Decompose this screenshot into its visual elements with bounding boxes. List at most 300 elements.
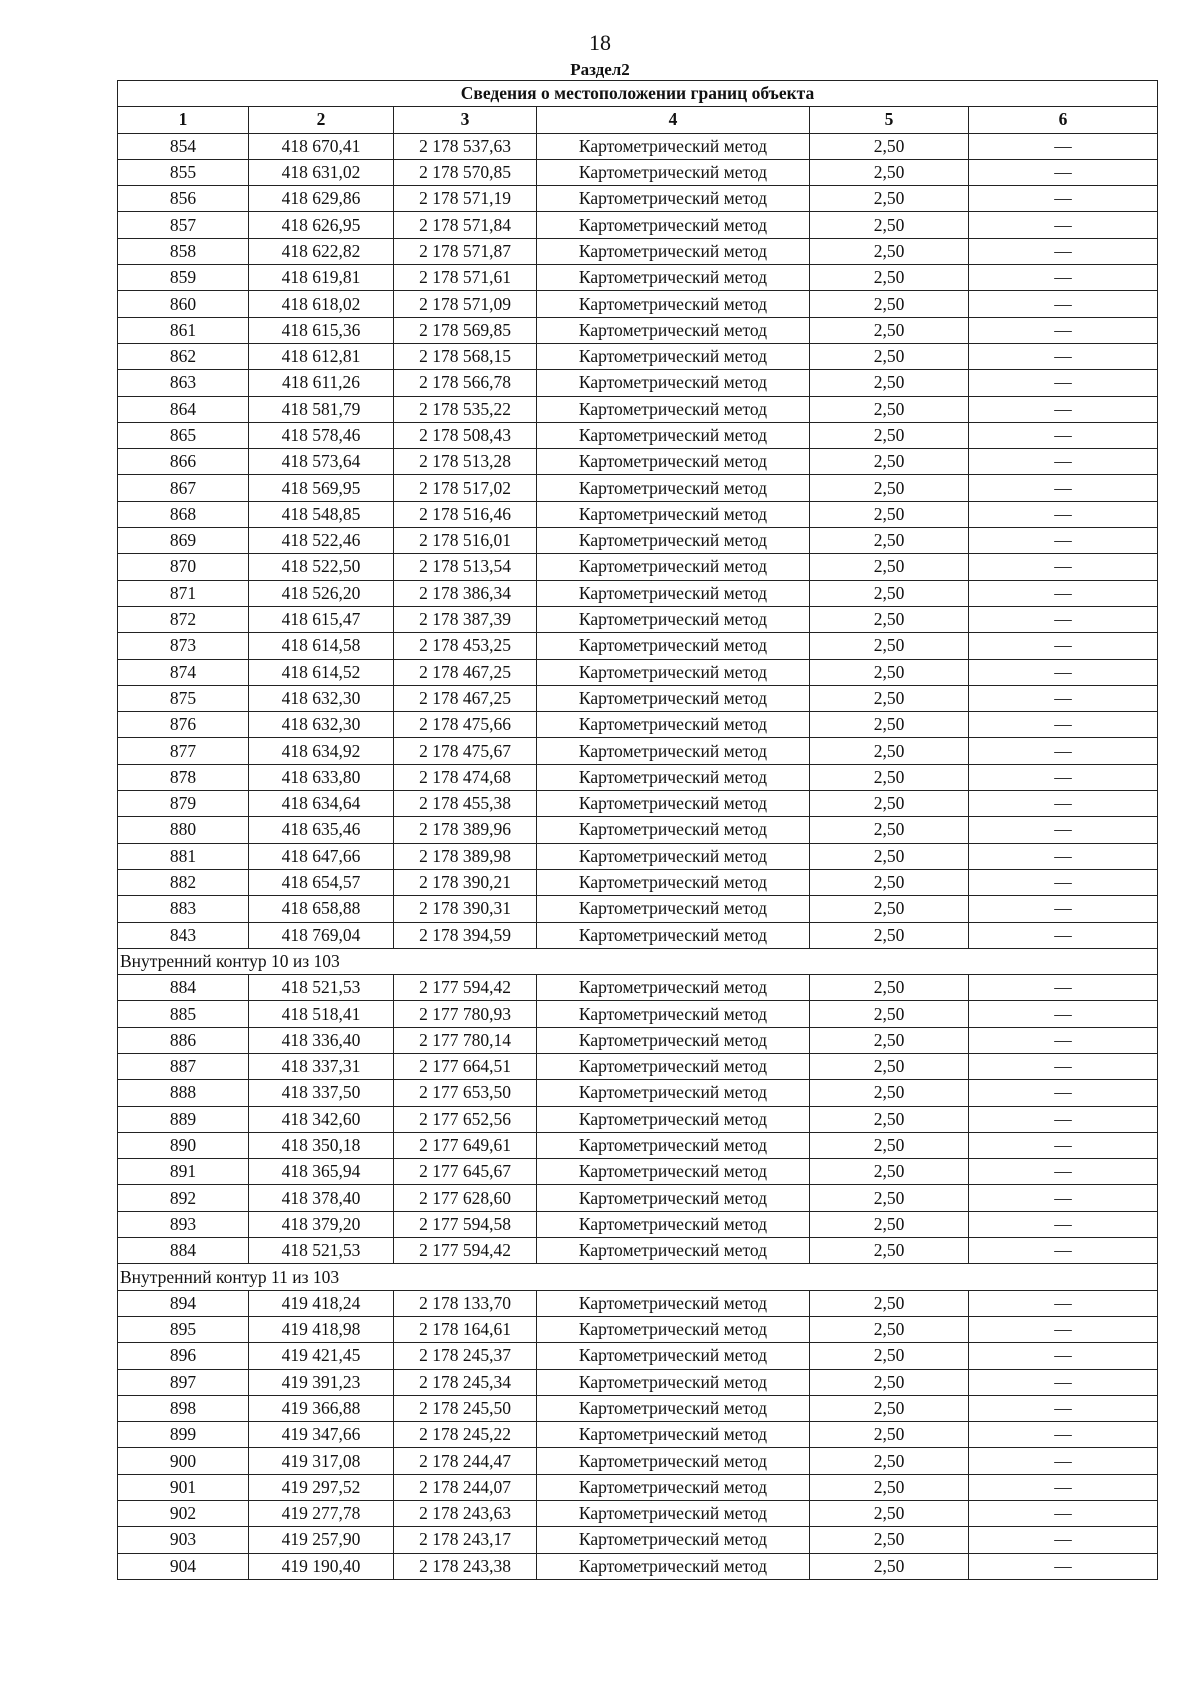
y-coordinate-cell: 2 178 569,85 xyxy=(394,317,537,343)
method-cell: Картометрический метод xyxy=(537,291,810,317)
table-row xyxy=(118,1080,1158,1106)
y-coordinate-cell: 2 178 389,96 xyxy=(394,817,537,843)
x-coordinate-cell: 418 670,41 xyxy=(249,133,394,159)
y-coordinate-cell: 2 178 474,68 xyxy=(394,764,537,790)
description-cell: — xyxy=(969,1553,1158,1579)
y-coordinate-cell: 2 178 133,70 xyxy=(394,1290,537,1316)
table-row xyxy=(118,580,1158,606)
x-coordinate-cell: 418 615,36 xyxy=(249,317,394,343)
accuracy-cell: 2,50 xyxy=(810,396,969,422)
description-cell: — xyxy=(969,1369,1158,1395)
accuracy-cell: 2,50 xyxy=(810,606,969,632)
table-body xyxy=(118,133,1158,1579)
point-number-cell: 883 xyxy=(118,896,249,922)
method-cell: Картометрический метод xyxy=(537,159,810,185)
y-coordinate-cell: 2 178 571,84 xyxy=(394,212,537,238)
x-coordinate-cell: 419 347,66 xyxy=(249,1422,394,1448)
point-number-cell: 897 xyxy=(118,1369,249,1395)
table-row xyxy=(118,659,1158,685)
accuracy-cell: 2,50 xyxy=(810,1132,969,1158)
point-number-cell: 898 xyxy=(118,1395,249,1421)
x-coordinate-cell: 418 633,80 xyxy=(249,764,394,790)
table-row xyxy=(118,712,1158,738)
point-number-cell: 873 xyxy=(118,633,249,659)
x-coordinate-cell: 418 612,81 xyxy=(249,343,394,369)
table-row xyxy=(118,738,1158,764)
accuracy-cell: 2,50 xyxy=(810,791,969,817)
y-coordinate-cell: 2 178 516,46 xyxy=(394,501,537,527)
table-row xyxy=(118,133,1158,159)
description-cell: — xyxy=(969,1290,1158,1316)
point-number-cell: 902 xyxy=(118,1501,249,1527)
method-cell: Картометрический метод xyxy=(537,1106,810,1132)
x-coordinate-cell: 418 569,95 xyxy=(249,475,394,501)
table-row xyxy=(118,422,1158,448)
point-number-cell: 876 xyxy=(118,712,249,738)
point-number-cell: 879 xyxy=(118,791,249,817)
accuracy-cell: 2,50 xyxy=(810,1395,969,1421)
description-cell: — xyxy=(969,159,1158,185)
table-row xyxy=(118,159,1158,185)
x-coordinate-cell: 419 190,40 xyxy=(249,1553,394,1579)
accuracy-cell: 2,50 xyxy=(810,317,969,343)
method-cell: Картометрический метод xyxy=(537,265,810,291)
table-row xyxy=(118,1474,1158,1500)
accuracy-cell: 2,50 xyxy=(810,1369,969,1395)
table-row xyxy=(118,554,1158,580)
description-cell: — xyxy=(969,843,1158,869)
point-number-cell: 872 xyxy=(118,606,249,632)
y-coordinate-cell: 2 178 537,63 xyxy=(394,133,537,159)
method-cell: Картометрический метод xyxy=(537,738,810,764)
description-cell: — xyxy=(969,896,1158,922)
y-coordinate-cell: 2 178 508,43 xyxy=(394,422,537,448)
accuracy-cell: 2,50 xyxy=(810,422,969,448)
accuracy-cell: 2,50 xyxy=(810,1053,969,1079)
x-coordinate-cell: 418 521,53 xyxy=(249,975,394,1001)
point-number-cell: 885 xyxy=(118,1001,249,1027)
accuracy-cell: 2,50 xyxy=(810,1106,969,1132)
y-coordinate-cell: 2 178 566,78 xyxy=(394,370,537,396)
point-number-cell: 901 xyxy=(118,1474,249,1500)
accuracy-cell: 2,50 xyxy=(810,159,969,185)
y-coordinate-cell: 2 178 243,17 xyxy=(394,1527,537,1553)
point-number-cell: 896 xyxy=(118,1343,249,1369)
y-coordinate-cell: 2 178 571,19 xyxy=(394,186,537,212)
point-number-cell: 895 xyxy=(118,1316,249,1342)
accuracy-cell: 2,50 xyxy=(810,1290,969,1316)
accuracy-cell: 2,50 xyxy=(810,133,969,159)
point-number-cell: 868 xyxy=(118,501,249,527)
accuracy-cell: 2,50 xyxy=(810,1211,969,1237)
y-coordinate-cell: 2 178 535,22 xyxy=(394,396,537,422)
table-row xyxy=(118,1369,1158,1395)
x-coordinate-cell: 418 378,40 xyxy=(249,1185,394,1211)
point-number-cell: 899 xyxy=(118,1422,249,1448)
description-cell: — xyxy=(969,422,1158,448)
description-cell: — xyxy=(969,764,1158,790)
method-cell: Картометрический метод xyxy=(537,1343,810,1369)
table-row xyxy=(118,1238,1158,1264)
accuracy-cell: 2,50 xyxy=(810,1343,969,1369)
point-number-cell: 892 xyxy=(118,1185,249,1211)
y-coordinate-cell: 2 177 628,60 xyxy=(394,1185,537,1211)
y-coordinate-cell: 2 178 245,50 xyxy=(394,1395,537,1421)
description-cell: — xyxy=(969,869,1158,895)
accuracy-cell: 2,50 xyxy=(810,1448,969,1474)
description-cell: — xyxy=(969,265,1158,291)
table-row xyxy=(118,685,1158,711)
y-coordinate-cell: 2 177 645,67 xyxy=(394,1159,537,1185)
method-cell: Картометрический метод xyxy=(537,1211,810,1237)
y-coordinate-cell: 2 177 652,56 xyxy=(394,1106,537,1132)
description-cell: — xyxy=(969,212,1158,238)
x-coordinate-cell: 418 518,41 xyxy=(249,1001,394,1027)
x-coordinate-cell: 418 578,46 xyxy=(249,422,394,448)
description-cell: — xyxy=(969,501,1158,527)
y-coordinate-cell: 2 178 243,63 xyxy=(394,1501,537,1527)
table-row xyxy=(118,1211,1158,1237)
point-number-cell: 860 xyxy=(118,291,249,317)
method-cell: Картометрический метод xyxy=(537,1422,810,1448)
description-cell: — xyxy=(969,659,1158,685)
method-cell: Картометрический метод xyxy=(537,869,810,895)
table-row xyxy=(118,633,1158,659)
point-number-cell: 874 xyxy=(118,659,249,685)
description-cell: — xyxy=(969,1211,1158,1237)
accuracy-cell: 2,50 xyxy=(810,869,969,895)
point-number-cell: 856 xyxy=(118,186,249,212)
point-number-cell: 893 xyxy=(118,1211,249,1237)
description-cell: — xyxy=(969,528,1158,554)
x-coordinate-cell: 419 366,88 xyxy=(249,1395,394,1421)
table-row xyxy=(118,1159,1158,1185)
description-cell: — xyxy=(969,186,1158,212)
table-row xyxy=(118,396,1158,422)
table-row xyxy=(118,791,1158,817)
description-cell: — xyxy=(969,606,1158,632)
description-cell: — xyxy=(969,1422,1158,1448)
accuracy-cell: 2,50 xyxy=(810,1027,969,1053)
y-coordinate-cell: 2 177 594,58 xyxy=(394,1211,537,1237)
method-cell: Картометрический метод xyxy=(537,843,810,869)
y-coordinate-cell: 2 178 467,25 xyxy=(394,685,537,711)
table-row xyxy=(118,317,1158,343)
y-coordinate-cell: 2 178 243,38 xyxy=(394,1553,537,1579)
x-coordinate-cell: 418 658,88 xyxy=(249,896,394,922)
table-row xyxy=(118,869,1158,895)
x-coordinate-cell: 418 342,60 xyxy=(249,1106,394,1132)
y-coordinate-cell: 2 178 513,54 xyxy=(394,554,537,580)
description-cell: — xyxy=(969,475,1158,501)
accuracy-cell: 2,50 xyxy=(810,1185,969,1211)
column-header: 2 xyxy=(249,107,394,133)
y-coordinate-cell: 2 178 245,22 xyxy=(394,1422,537,1448)
method-cell: Картометрический метод xyxy=(537,817,810,843)
y-coordinate-cell: 2 177 653,50 xyxy=(394,1080,537,1106)
description-cell: — xyxy=(969,317,1158,343)
y-coordinate-cell: 2 178 455,38 xyxy=(394,791,537,817)
description-cell: — xyxy=(969,1080,1158,1106)
contour-header-row xyxy=(118,1264,1158,1290)
y-coordinate-cell: 2 177 649,61 xyxy=(394,1132,537,1158)
table-row xyxy=(118,449,1158,475)
accuracy-cell: 2,50 xyxy=(810,817,969,843)
table-row xyxy=(118,1027,1158,1053)
point-number-cell: 884 xyxy=(118,1238,249,1264)
y-coordinate-cell: 2 178 475,66 xyxy=(394,712,537,738)
point-number-cell: 864 xyxy=(118,396,249,422)
y-coordinate-cell: 2 178 467,25 xyxy=(394,659,537,685)
accuracy-cell: 2,50 xyxy=(810,712,969,738)
table-row xyxy=(118,186,1158,212)
accuracy-cell: 2,50 xyxy=(810,501,969,527)
x-coordinate-cell: 418 548,85 xyxy=(249,501,394,527)
description-cell: — xyxy=(969,449,1158,475)
description-cell: — xyxy=(969,1343,1158,1369)
x-coordinate-cell: 418 647,66 xyxy=(249,843,394,869)
method-cell: Картометрический метод xyxy=(537,1027,810,1053)
description-cell: — xyxy=(969,817,1158,843)
contour-label: Внутренний контур 10 из 103 xyxy=(118,948,1158,974)
x-coordinate-cell: 418 337,50 xyxy=(249,1080,394,1106)
accuracy-cell: 2,50 xyxy=(810,475,969,501)
method-cell: Картометрический метод xyxy=(537,343,810,369)
method-cell: Картометрический метод xyxy=(537,975,810,1001)
method-cell: Картометрический метод xyxy=(537,1501,810,1527)
x-coordinate-cell: 419 297,52 xyxy=(249,1474,394,1500)
table-caption: Сведения о местоположении границ объекта xyxy=(118,81,1158,107)
description-cell: — xyxy=(969,1053,1158,1079)
x-coordinate-cell: 418 336,40 xyxy=(249,1027,394,1053)
point-number-cell: 877 xyxy=(118,738,249,764)
x-coordinate-cell: 418 618,02 xyxy=(249,291,394,317)
x-coordinate-cell: 418 634,92 xyxy=(249,738,394,764)
y-coordinate-cell: 2 178 571,61 xyxy=(394,265,537,291)
method-cell: Картометрический метод xyxy=(537,133,810,159)
accuracy-cell: 2,50 xyxy=(810,633,969,659)
method-cell: Картометрический метод xyxy=(537,791,810,817)
description-cell: — xyxy=(969,1501,1158,1527)
method-cell: Картометрический метод xyxy=(537,1132,810,1158)
method-cell: Картометрический метод xyxy=(537,186,810,212)
table-row xyxy=(118,1422,1158,1448)
accuracy-cell: 2,50 xyxy=(810,975,969,1001)
x-coordinate-cell: 418 629,86 xyxy=(249,186,394,212)
x-coordinate-cell: 418 573,64 xyxy=(249,449,394,475)
description-cell: — xyxy=(969,1132,1158,1158)
point-number-cell: 882 xyxy=(118,869,249,895)
table-row xyxy=(118,238,1158,264)
point-number-cell: 866 xyxy=(118,449,249,475)
method-cell: Картометрический метод xyxy=(537,212,810,238)
x-coordinate-cell: 418 769,04 xyxy=(249,922,394,948)
description-cell: — xyxy=(969,1448,1158,1474)
column-header: 6 xyxy=(969,107,1158,133)
description-cell: — xyxy=(969,1106,1158,1132)
method-cell: Картометрический метод xyxy=(537,370,810,396)
point-number-cell: 890 xyxy=(118,1132,249,1158)
accuracy-cell: 2,50 xyxy=(810,238,969,264)
y-coordinate-cell: 2 177 594,42 xyxy=(394,1238,537,1264)
point-number-cell: 904 xyxy=(118,1553,249,1579)
method-cell: Картометрический метод xyxy=(537,422,810,448)
table-row xyxy=(118,764,1158,790)
accuracy-cell: 2,50 xyxy=(810,291,969,317)
x-coordinate-cell: 419 257,90 xyxy=(249,1527,394,1553)
x-coordinate-cell: 418 614,52 xyxy=(249,659,394,685)
description-cell: — xyxy=(969,1159,1158,1185)
method-cell: Картометрический метод xyxy=(537,1527,810,1553)
y-coordinate-cell: 2 178 571,09 xyxy=(394,291,537,317)
table-row xyxy=(118,606,1158,632)
point-number-cell: 891 xyxy=(118,1159,249,1185)
point-number-cell: 861 xyxy=(118,317,249,343)
x-coordinate-cell: 418 365,94 xyxy=(249,1159,394,1185)
description-cell: — xyxy=(969,238,1158,264)
point-number-cell: 854 xyxy=(118,133,249,159)
method-cell: Картометрический метод xyxy=(537,475,810,501)
accuracy-cell: 2,50 xyxy=(810,1001,969,1027)
method-cell: Картометрический метод xyxy=(537,1553,810,1579)
x-coordinate-cell: 419 421,45 xyxy=(249,1343,394,1369)
description-cell: — xyxy=(969,1001,1158,1027)
method-cell: Картометрический метод xyxy=(537,1185,810,1211)
point-number-cell: 894 xyxy=(118,1290,249,1316)
method-cell: Картометрический метод xyxy=(537,1001,810,1027)
method-cell: Картометрический метод xyxy=(537,580,810,606)
y-coordinate-cell: 2 178 475,67 xyxy=(394,738,537,764)
table-row xyxy=(118,1132,1158,1158)
y-coordinate-cell: 2 178 389,98 xyxy=(394,843,537,869)
table-row xyxy=(118,843,1158,869)
point-number-cell: 859 xyxy=(118,265,249,291)
method-cell: Картометрический метод xyxy=(537,606,810,632)
contour-label: Внутренний контур 11 из 103 xyxy=(118,1264,1158,1290)
x-coordinate-cell: 418 521,53 xyxy=(249,1238,394,1264)
method-cell: Картометрический метод xyxy=(537,528,810,554)
accuracy-cell: 2,50 xyxy=(810,843,969,869)
x-coordinate-cell: 418 632,30 xyxy=(249,685,394,711)
y-coordinate-cell: 2 178 245,37 xyxy=(394,1343,537,1369)
x-coordinate-cell: 418 635,46 xyxy=(249,817,394,843)
y-coordinate-cell: 2 178 394,59 xyxy=(394,922,537,948)
point-number-cell: 857 xyxy=(118,212,249,238)
method-cell: Картометрический метод xyxy=(537,1448,810,1474)
table-row xyxy=(118,1053,1158,1079)
y-coordinate-cell: 2 177 780,93 xyxy=(394,1001,537,1027)
accuracy-cell: 2,50 xyxy=(810,580,969,606)
description-cell: — xyxy=(969,370,1158,396)
method-cell: Картометрический метод xyxy=(537,764,810,790)
accuracy-cell: 2,50 xyxy=(810,738,969,764)
y-coordinate-cell: 2 178 517,02 xyxy=(394,475,537,501)
table-row xyxy=(118,1553,1158,1579)
accuracy-cell: 2,50 xyxy=(810,528,969,554)
method-cell: Картометрический метод xyxy=(537,501,810,527)
x-coordinate-cell: 419 277,78 xyxy=(249,1501,394,1527)
x-coordinate-cell: 418 581,79 xyxy=(249,396,394,422)
x-coordinate-cell: 418 379,20 xyxy=(249,1211,394,1237)
accuracy-cell: 2,50 xyxy=(810,212,969,238)
point-number-cell: 870 xyxy=(118,554,249,580)
method-cell: Картометрический метод xyxy=(537,1238,810,1264)
y-coordinate-cell: 2 178 568,15 xyxy=(394,343,537,369)
accuracy-cell: 2,50 xyxy=(810,265,969,291)
table-row xyxy=(118,475,1158,501)
accuracy-cell: 2,50 xyxy=(810,1501,969,1527)
method-cell: Картометрический метод xyxy=(537,685,810,711)
description-cell: — xyxy=(969,580,1158,606)
y-coordinate-cell: 2 178 245,34 xyxy=(394,1369,537,1395)
accuracy-cell: 2,50 xyxy=(810,1159,969,1185)
column-header-row xyxy=(118,107,1158,133)
y-coordinate-cell: 2 178 571,87 xyxy=(394,238,537,264)
accuracy-cell: 2,50 xyxy=(810,659,969,685)
x-coordinate-cell: 418 337,31 xyxy=(249,1053,394,1079)
y-coordinate-cell: 2 178 244,07 xyxy=(394,1474,537,1500)
x-coordinate-cell: 418 522,46 xyxy=(249,528,394,554)
accuracy-cell: 2,50 xyxy=(810,449,969,475)
table-row xyxy=(118,1343,1158,1369)
x-coordinate-cell: 418 522,50 xyxy=(249,554,394,580)
point-number-cell: 875 xyxy=(118,685,249,711)
y-coordinate-cell: 2 178 387,39 xyxy=(394,606,537,632)
description-cell: — xyxy=(969,1527,1158,1553)
point-number-cell: 867 xyxy=(118,475,249,501)
description-cell: — xyxy=(969,1185,1158,1211)
table-row xyxy=(118,1448,1158,1474)
x-coordinate-cell: 419 317,08 xyxy=(249,1448,394,1474)
table-row xyxy=(118,922,1158,948)
y-coordinate-cell: 2 178 516,01 xyxy=(394,528,537,554)
point-number-cell: 858 xyxy=(118,238,249,264)
section-title: Раздел2 xyxy=(570,60,630,79)
method-cell: Картометрический метод xyxy=(537,633,810,659)
method-cell: Картометрический метод xyxy=(537,922,810,948)
accuracy-cell: 2,50 xyxy=(810,685,969,711)
x-coordinate-cell: 418 632,30 xyxy=(249,712,394,738)
point-number-cell: 884 xyxy=(118,975,249,1001)
column-header: 3 xyxy=(394,107,537,133)
table-row xyxy=(118,370,1158,396)
column-header: 4 xyxy=(537,107,810,133)
contour-header-row xyxy=(118,948,1158,974)
table-row xyxy=(118,1106,1158,1132)
y-coordinate-cell: 2 178 390,31 xyxy=(394,896,537,922)
point-number-cell: 888 xyxy=(118,1080,249,1106)
method-cell: Картометрический метод xyxy=(537,659,810,685)
accuracy-cell: 2,50 xyxy=(810,554,969,580)
description-cell: — xyxy=(969,1474,1158,1500)
description-cell: — xyxy=(969,343,1158,369)
column-header: 1 xyxy=(118,107,249,133)
method-cell: Картометрический метод xyxy=(537,896,810,922)
description-cell: — xyxy=(969,1238,1158,1264)
method-cell: Картометрический метод xyxy=(537,554,810,580)
x-coordinate-cell: 418 634,64 xyxy=(249,791,394,817)
accuracy-cell: 2,50 xyxy=(810,1080,969,1106)
method-cell: Картометрический метод xyxy=(537,396,810,422)
method-cell: Картометрический метод xyxy=(537,1369,810,1395)
accuracy-cell: 2,50 xyxy=(810,1527,969,1553)
method-cell: Картометрический метод xyxy=(537,1316,810,1342)
method-cell: Картометрический метод xyxy=(537,238,810,264)
description-cell: — xyxy=(969,291,1158,317)
table-row xyxy=(118,528,1158,554)
table-row xyxy=(118,1527,1158,1553)
method-cell: Картометрический метод xyxy=(537,1080,810,1106)
